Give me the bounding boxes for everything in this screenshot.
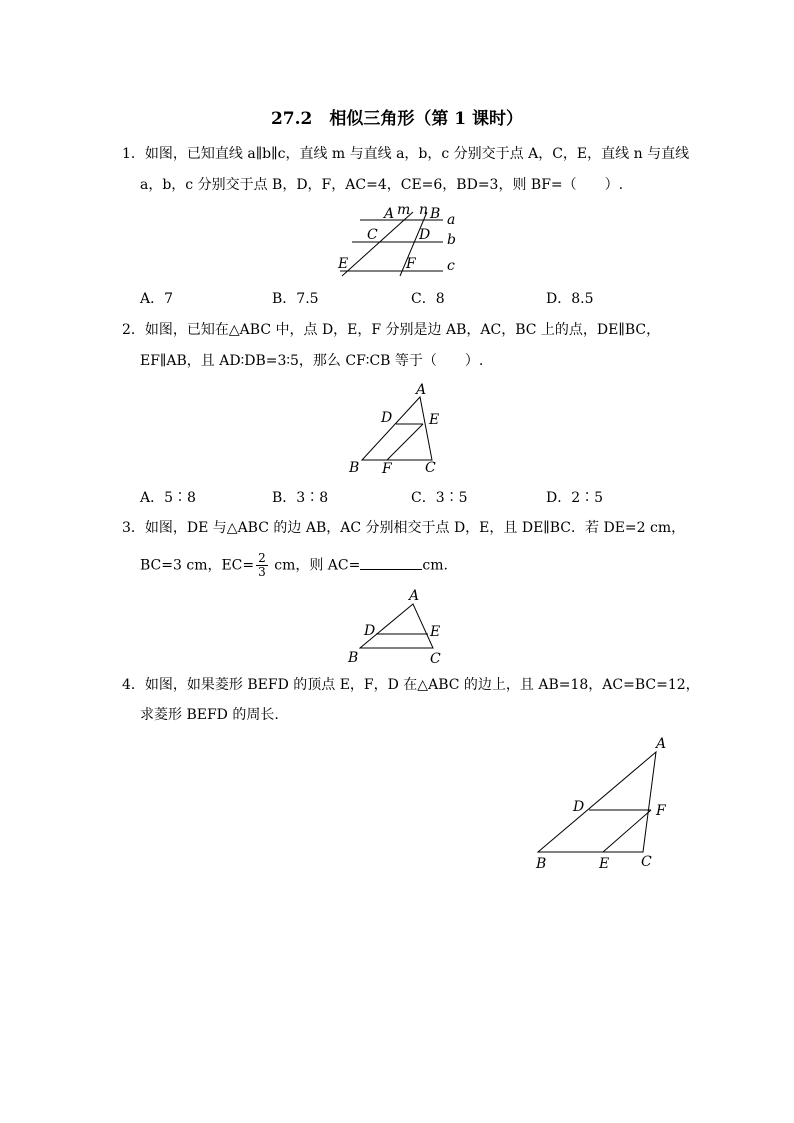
q4-label-C: C bbox=[641, 854, 652, 870]
q2-option-c[interactable]: C．3∶5 bbox=[411, 490, 468, 506]
q4-text-line1: 4．如图，如果菱形 BEFD 的顶点 E，F，D 在△ABC 的边上，且 AB=18，AC=BC=12， bbox=[122, 677, 700, 693]
q1-option-c[interactable]: C．8 bbox=[411, 291, 445, 307]
q1-text-line2: a，b，c 分别交于点 B，D，F，AC=4，CE=6，BD=3，则 BF=（ ）. bbox=[140, 177, 624, 193]
q1-text-line1: 1．如图，已知直线 a∥b∥c，直线 m 与直线 a，b，c 分别交于点 A，C，E，直线 n 与直线 bbox=[122, 146, 690, 162]
q1-label-E: E bbox=[338, 256, 349, 272]
q1-option-b[interactable]: B．7.5 bbox=[272, 291, 319, 307]
q3-fraction bbox=[256, 552, 268, 579]
q2-label-F: F bbox=[382, 461, 392, 477]
q1-label-c: c bbox=[447, 258, 455, 274]
q2-text-line1: 2．如图，已知在△ABC 中，点 D，E，F 分别是边 AB，AC，BC 上的点，DE∥BC， bbox=[122, 322, 661, 338]
q1-label-m: m bbox=[397, 202, 411, 218]
q4-label-E: E bbox=[599, 856, 610, 872]
q1-label-n: n bbox=[419, 202, 429, 218]
q3-text-line2 bbox=[140, 552, 448, 579]
q1-label-B: B bbox=[430, 206, 441, 222]
q3-fraction-denominator: 3 bbox=[258, 565, 266, 579]
q2-label-C: C bbox=[425, 460, 436, 476]
q1-option-a[interactable]: A．7 bbox=[140, 291, 174, 307]
q1-label-D: D bbox=[419, 227, 431, 243]
segment-ef bbox=[387, 424, 423, 460]
q4-label-D: D bbox=[573, 799, 585, 815]
q3-label-B: B bbox=[348, 650, 359, 666]
q3-label-A: A bbox=[409, 588, 420, 604]
q4-label-B: B bbox=[536, 856, 547, 872]
q3-fraction-numerator: 2 bbox=[258, 551, 266, 565]
line-n bbox=[400, 212, 427, 276]
triangle-abc bbox=[362, 397, 432, 460]
q3-line2-post: cm. bbox=[422, 557, 448, 574]
q2-label-E: E bbox=[429, 412, 440, 428]
q3-text-line1: 3．如图，DE 与△ABC 的边 AB，AC 分别相交于点 D，E，且 DE∥BC．若 DE=2 cm， bbox=[122, 520, 686, 536]
q1-label-C: C bbox=[367, 227, 378, 243]
q1-option-d[interactable]: D．8.5 bbox=[546, 291, 594, 307]
q2-label-D: D bbox=[381, 410, 393, 426]
page-title: 27.2 相似三角形（第 1 课时） bbox=[270, 109, 524, 129]
q4-label-A: A bbox=[656, 736, 667, 752]
triangle-abc bbox=[538, 752, 656, 852]
q4-label-F: F bbox=[656, 803, 666, 819]
triangle-abc bbox=[360, 604, 433, 648]
q2-option-a[interactable]: A．5∶8 bbox=[140, 490, 196, 506]
segment-fe bbox=[603, 810, 651, 852]
q1-label-A: A bbox=[384, 206, 395, 222]
q3-line2-pre: BC=3 cm，EC= bbox=[140, 557, 255, 574]
q1-label-a: a bbox=[447, 212, 456, 228]
q2-text-line2: EF∥AB，且 AD∶DB=3∶5，那么 CF∶CB 等于（ ）. bbox=[140, 353, 484, 369]
q3-line2-mid: cm，则 AC= bbox=[269, 557, 361, 574]
q4-text-line2: 求菱形 BEFD 的周长. bbox=[140, 707, 279, 723]
q2-option-d[interactable]: D．2∶5 bbox=[546, 490, 604, 506]
q3-label-E: E bbox=[430, 624, 441, 640]
q2-label-B: B bbox=[349, 460, 360, 476]
line-m bbox=[342, 212, 413, 276]
q3-label-D: D bbox=[364, 623, 376, 639]
q1-label-b: b bbox=[447, 232, 456, 248]
q3-label-C: C bbox=[430, 651, 441, 667]
q2-label-A: A bbox=[416, 382, 427, 398]
q2-option-b[interactable]: B．3∶8 bbox=[272, 490, 329, 506]
q1-label-F: F bbox=[406, 256, 416, 272]
q3-answer-blank[interactable] bbox=[360, 555, 422, 570]
